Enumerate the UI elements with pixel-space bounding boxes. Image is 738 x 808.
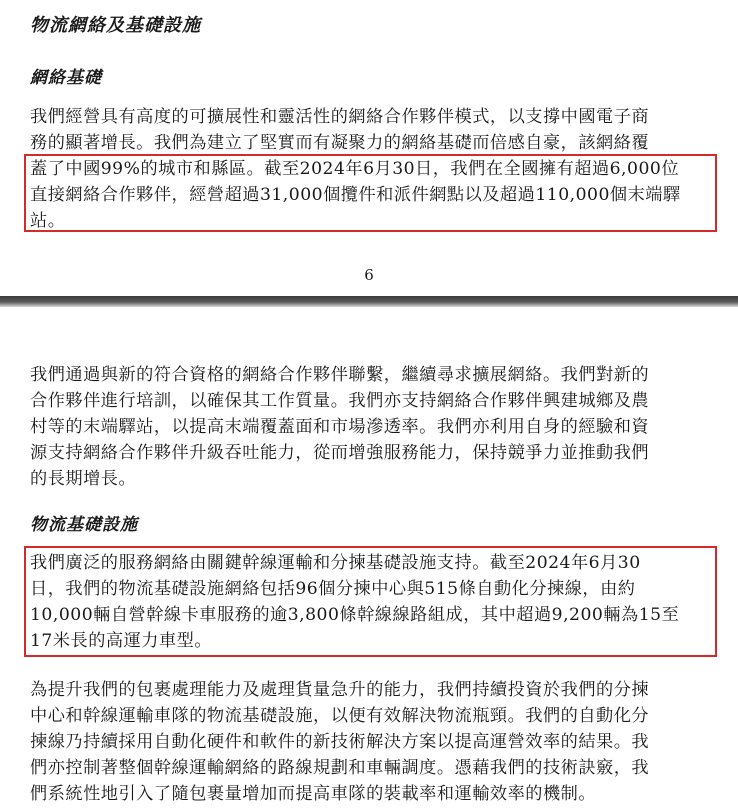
highlight-box	[24, 154, 717, 232]
paragraph-line: 合作夥伴進行培訓，以確保其工作質量。我們亦支持網絡合作夥伴興建城鄉及農	[30, 391, 650, 411]
paragraph-line: 中心和幹線運輸車隊的物流基礎設施，以便有效解決物流瓶頸。我們的自動化分	[30, 706, 650, 726]
paragraph-line: 我們廣泛的服務網絡由關鍵幹線運輸和分揀基礎設施支持。截至2024年6月30	[30, 553, 641, 573]
paragraph-line: 的長期增長。	[30, 469, 137, 489]
paragraph-line: 揀線乃持續採用自動化硬件和軟件的新技術解決方案以提高運營效率的結果。我	[30, 732, 650, 752]
paragraph-line: 為提升我們的包裹處理能力及處理貨量急升的能力，我們持續投資於我們的分揀	[30, 680, 650, 700]
highlight-box	[24, 546, 717, 657]
page-separator	[0, 296, 738, 307]
document-page-top	[0, 0, 738, 296]
investment-paragraph	[30, 677, 710, 807]
paragraph-line: 村等的末端驛站，以提高末端覆蓋面和市場滲透率。我們亦利用自身的經驗和資	[30, 417, 650, 437]
page-number: 6	[364, 266, 374, 284]
paragraph-line: 日，我們的物流基礎設施網絡包括96個分揀中心與515條自動化分揀線，由約	[30, 579, 636, 599]
subsection-heading: 網絡基礎	[30, 68, 102, 88]
paragraph-line: 源支持網絡合作夥伴升級吞吐能力，從而增強服務能力，保持競爭力並推動我們	[30, 443, 650, 463]
paragraph-line: 務的顯著增長。我們為建立了堅實而有凝聚力的網絡基礎而倍感自豪，該網絡覆	[30, 133, 650, 153]
section-heading: 物流網絡及基礎設施	[30, 15, 201, 36]
paragraph-line: 我們通過與新的符合資格的網絡合作夥伴聯繫，繼續尋求擴展網絡。我們對新的	[30, 365, 650, 385]
document-page-bottom	[0, 307, 738, 808]
paragraph-line: 直接網絡合作夥伴，經營超過31,000個攬件和派件網點以及超過110,000個末端驛	[30, 185, 681, 205]
paragraph-line: 10,000輛自營幹線卡車服務的逾3,800條幹線線路組成，其中超過9,200輛為15至	[30, 605, 680, 625]
paragraph-line: 們亦控制著整個幹線運輸網絡的路線規劃和車輛調度。憑藉我們的技術訣竅，我	[30, 758, 650, 778]
expansion-paragraph	[30, 362, 710, 492]
paragraph-line: 我們經營具有高度的可擴展性和靈活性的網絡合作夥伴模式，以支撐中國電子商	[30, 107, 650, 127]
paragraph-line: 們系統性地引入了隨包裹量增加而提高車隊的裝載率和運輸效率的機制。	[30, 784, 597, 804]
paragraph-line: 蓋了中國99%的城市和縣區。截至2024年6月30日，我們在全國擁有超過6,000位	[30, 159, 680, 179]
paragraph-line: 站。	[30, 211, 66, 231]
paragraph-line: 17米長的高運力車型。	[30, 631, 213, 651]
subsection-heading: 物流基礎設施	[30, 515, 138, 535]
